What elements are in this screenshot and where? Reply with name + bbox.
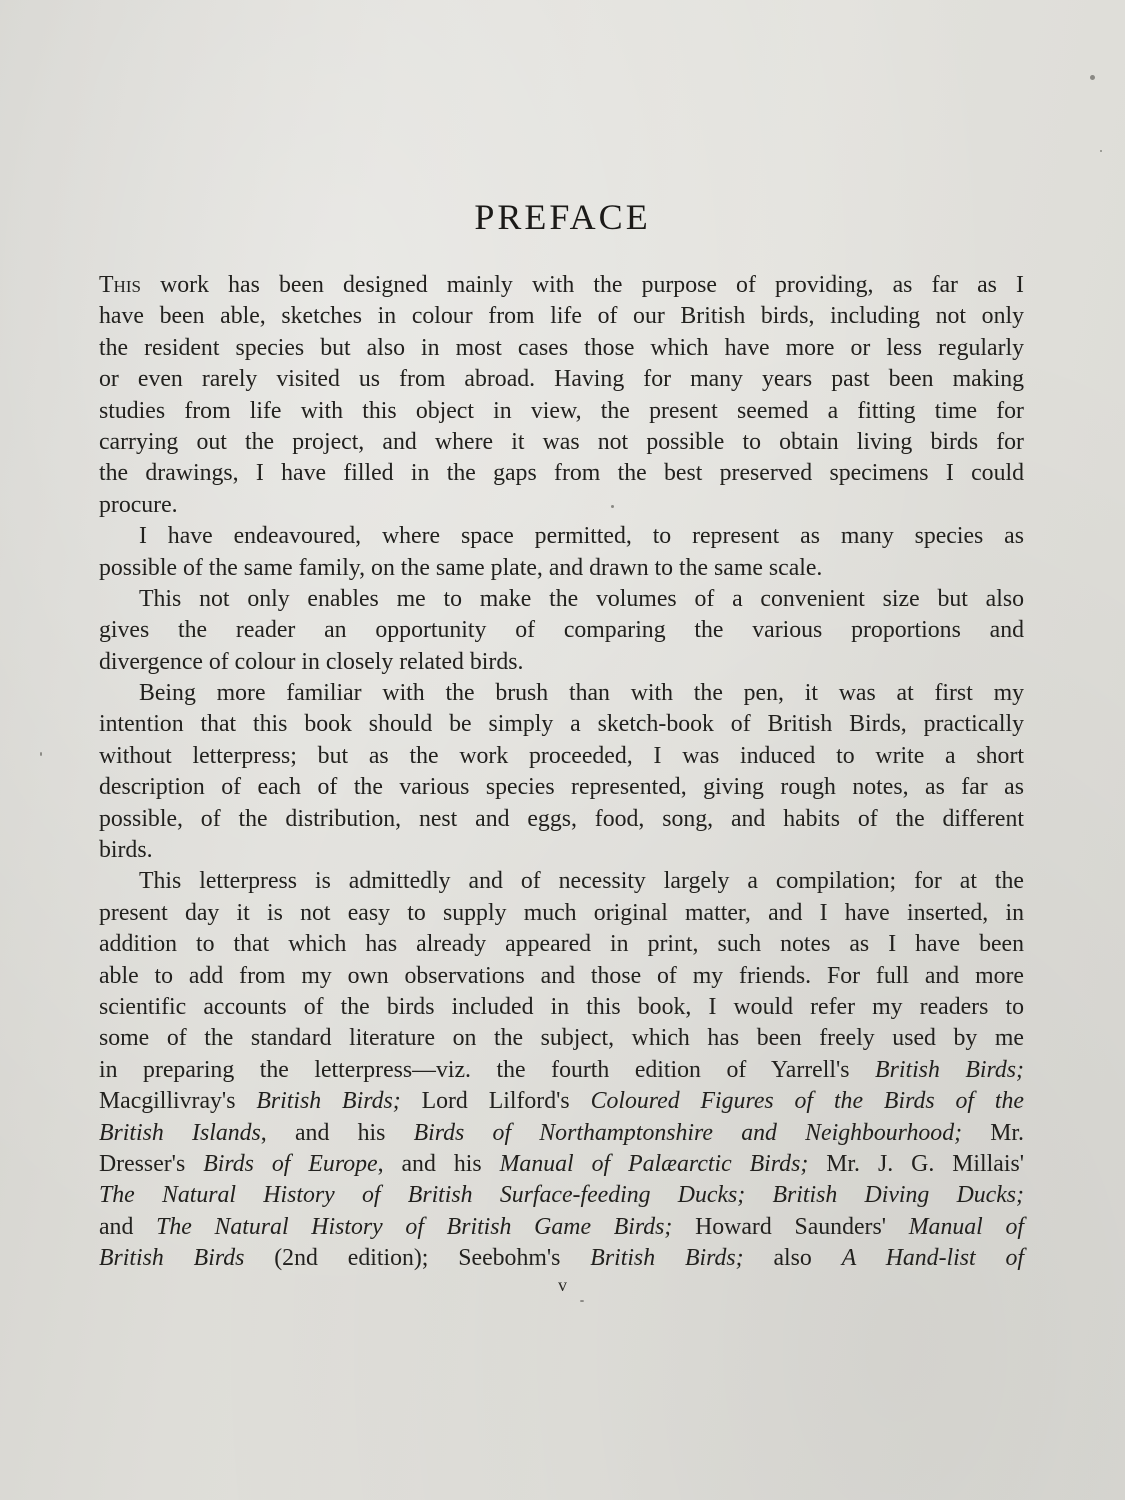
- text-line: This work has been designed mainly with the purpose of providing, as far as I: [99, 272, 1024, 298]
- text-line: This not only enables me to make the volumes of a convenient size but also: [139, 585, 1024, 612]
- text-line: in preparing the letterpress—viz. the fourth edition of Yarrell's British Birds;: [99, 1056, 1024, 1083]
- paragraph-2: [99, 521, 1024, 584]
- paper-speck: [580, 1300, 584, 1302]
- text-line: and The Natural History of British Game Birds; Howard Saunders' Manual of: [99, 1213, 1025, 1240]
- text-line: British Islands, and his Birds of Northamptonshire and Neighbourhood; Mr.: [99, 1119, 1024, 1146]
- book-title: The Natural History of British Game Birds;: [156, 1213, 673, 1240]
- text-line: British Birds (2nd edition); Seebohm's British Birds; also A Hand-list of: [99, 1245, 1024, 1272]
- text-line: description of each of the various species represented, giving rough notes, as far as: [99, 774, 1024, 801]
- book-title: British Birds: [99, 1245, 245, 1272]
- book-title: British Islands: [99, 1119, 261, 1146]
- paragraph-5: [99, 866, 1024, 1274]
- drop-word: This: [99, 272, 141, 298]
- text-line: Dresser's Birds of Europe, and his Manual of Palæarctic Birds; Mr. J. G. Millais': [99, 1150, 1024, 1177]
- text-line: able to add from my own observations and those of my friends. For full and more: [99, 962, 1024, 989]
- paper-speck: [40, 752, 42, 756]
- text-line: This letterpress is admittedly and of necessity largely a compilation; for at the: [139, 868, 1024, 895]
- text-line: procure.: [99, 491, 178, 518]
- book-title: British Birds;: [590, 1245, 744, 1272]
- paragraph-4: [99, 678, 1024, 866]
- paper-speck: [611, 505, 614, 508]
- text-line: studies from life with this object in view, the present seemed a fitting time for: [99, 397, 1024, 424]
- text-line: possible, of the distribution, nest and eggs, food, song, and habits of the different: [99, 805, 1024, 832]
- text-line: addition to that which has already appeared in print, such notes as I have been: [99, 931, 1024, 958]
- book-title: Birds of Northamptonshire and Neighbourhood;: [413, 1119, 963, 1146]
- book-title: Birds of Europe: [203, 1150, 378, 1177]
- text-line: without letterpress; but as the work proceeded, I was induced to write a short: [99, 742, 1024, 769]
- paragraph-3: [99, 584, 1024, 678]
- text-line: or even rarely visited us from abroad. Having for many years past been making: [99, 366, 1024, 393]
- text-line: present day it is not easy to supply much original matter, and I have inserted, in: [99, 899, 1024, 926]
- text-line: the drawings, I have filled in the gaps from the best preserved specimens I could: [99, 460, 1024, 487]
- text-line: divergence of colour in closely related birds.: [99, 648, 524, 675]
- page-title: PREFACE: [474, 197, 651, 237]
- text-line: possible of the same family, on the same plate, and drawn to the same scale.: [99, 554, 823, 581]
- text-line: have been able, sketches in colour from life of our British birds, including not only: [99, 303, 1024, 330]
- text-line: Macgillivray's British Birds; Lord Lilford's Coloured Figures of the Birds of the: [99, 1088, 1024, 1115]
- paragraph-1: [99, 270, 1024, 521]
- book-title: A Hand-list of: [841, 1245, 1024, 1272]
- text-line: birds.: [99, 837, 153, 864]
- text-line: the resident species but also in most cases those which have more or less regularly: [99, 334, 1024, 361]
- text-line: scientific accounts of the birds included in this book, I would refer my readers to: [99, 993, 1024, 1020]
- text-line: some of the standard literature on the subject, which has been freely used by me: [99, 1025, 1024, 1052]
- page-number: v: [558, 1275, 567, 1295]
- paper-speck: [1090, 75, 1095, 80]
- book-title: The Natural History of British Surface-feeding Ducks; British Diving Ducks;: [99, 1182, 1024, 1209]
- book-title: Manual of: [908, 1213, 1025, 1240]
- book-title: British Birds;: [256, 1088, 401, 1115]
- book-title: British Birds;: [875, 1056, 1024, 1083]
- text-line: gives the reader an opportunity of comparing the various proportions and: [99, 617, 1024, 644]
- preface-body: [99, 270, 1024, 1275]
- text-line: carrying out the project, and where it was not possible to obtain living birds for: [99, 428, 1024, 455]
- text-line: Being more familiar with the brush than with the pen, it was at first my: [139, 680, 1024, 707]
- paper-speck: [1100, 150, 1102, 152]
- book-title: Manual of Palæarctic Birds;: [499, 1150, 809, 1177]
- text-line: I have endeavoured, where space permitted, to represent as many species as: [139, 523, 1024, 550]
- text-line: intention that this book should be simply a sketch-book of British Birds, practically: [99, 711, 1024, 738]
- text-line: [99, 1180, 1024, 1211]
- book-title: Coloured Figures of the Birds of the: [590, 1088, 1024, 1115]
